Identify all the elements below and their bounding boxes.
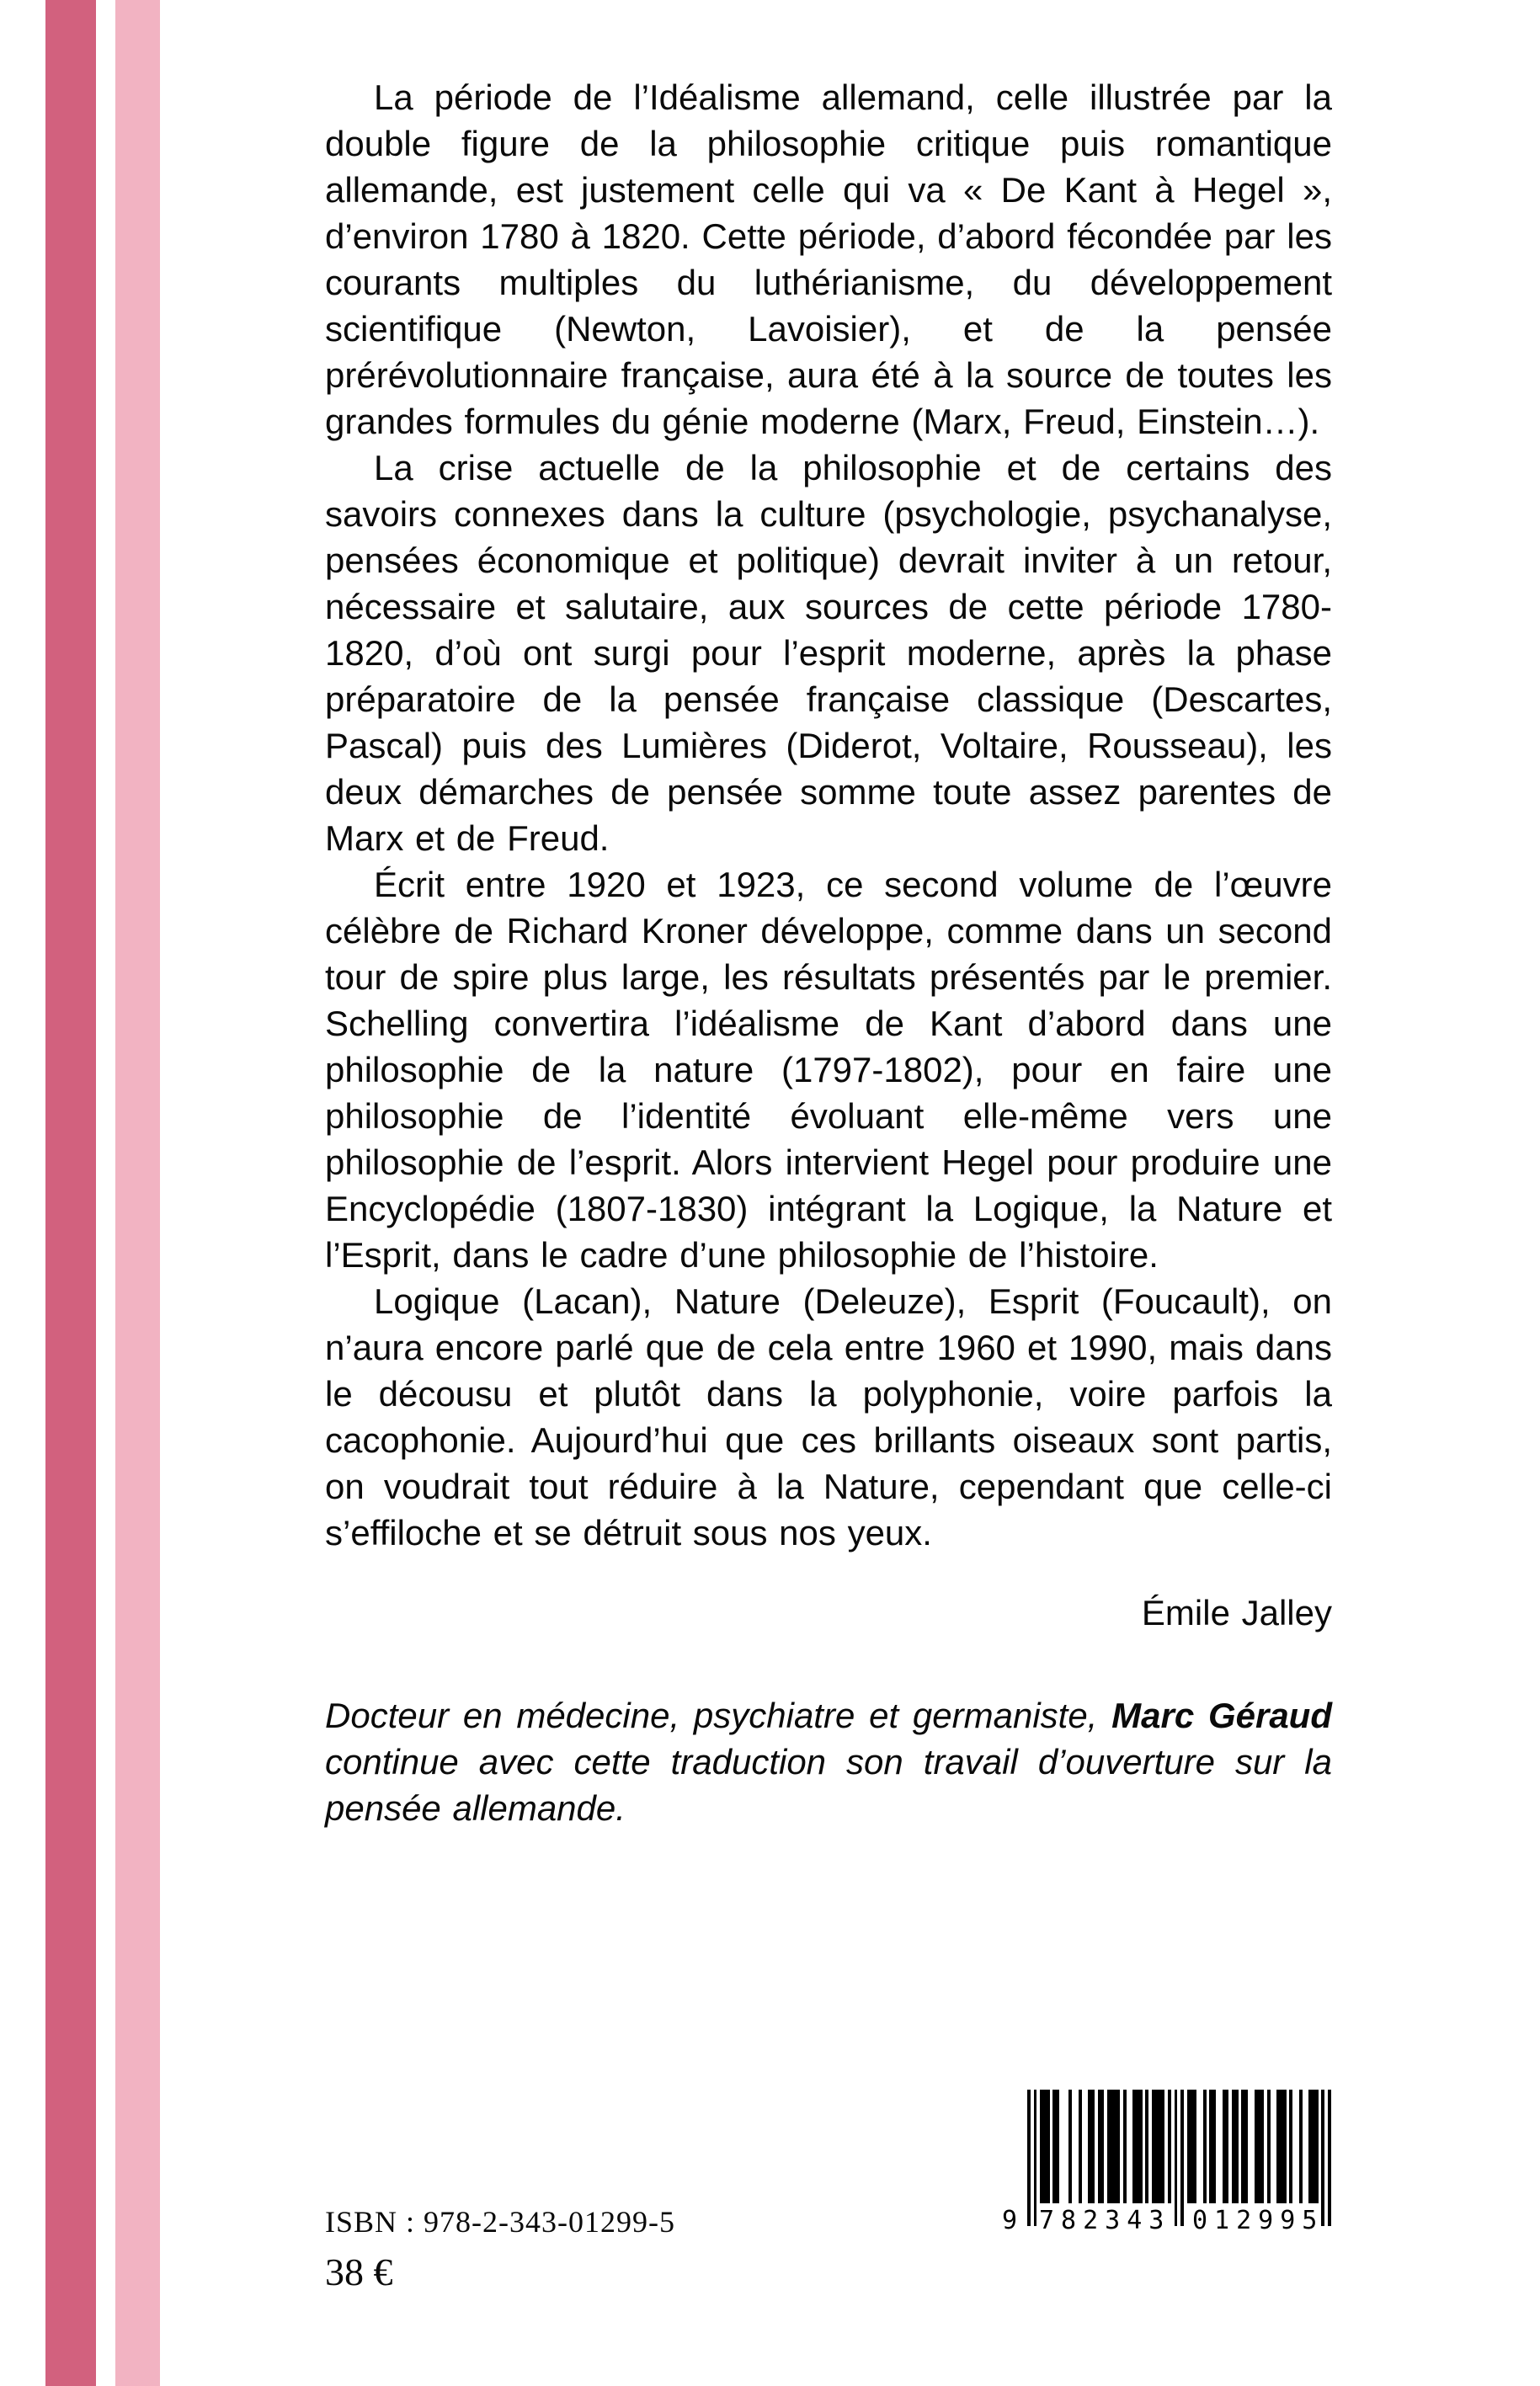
paragraph-1: La période de l’Idéalisme allemand, celle illustrée par la double figure de la philosophie critique puis romantique allemande, est justement celle qui va « De Kant à Hegel », d’environ 1780 à 1820. Cette période, d’abord fécondée par les courants multiples du luthérianisme, du développement scientifique (Newton, Lavoisier), et de la pensée prérévolutionnaire française, aura été à la source de toutes les grandes formules du génie moderne (Marx, Freud, Einstein…). [325, 77, 1332, 441]
spine-stripe-light [115, 0, 160, 2386]
barcode-digits-right-group: 012995 [1192, 2206, 1324, 2235]
price-text: 38 € [325, 2250, 393, 2293]
barcode-digit-first: 9 [1002, 2206, 1018, 2235]
paragraph-2: La crise actuelle de la philosophie et de certains des savoirs connexes dans la culture (psychologie, psychanalyse, pensées économique et politique) devrait inviter à un retour, nécessaire et salutaire, aux sources de cette période 1780-1820, d’où ont surgi pour l’esprit moderne, après la phase préparatoire de la pensée française classique (Descartes, Pascal) puis des Lumières (Diderot, Voltaire, Rousseau), les deux démarches de pensée somme toute assez parentes de Marx et de Freud. [325, 448, 1332, 858]
back-cover-text [325, 74, 1332, 1831]
bio-translator-name: Marc Géraud [1111, 1696, 1332, 1735]
translator-bio [325, 1692, 1332, 1831]
author-signature: Émile Jalley [1141, 1593, 1332, 1632]
bio-text-end: continue avec cette traduction son travail d’ouverture sur la pensée allemande. [325, 1742, 1332, 1828]
isbn-text: ISBN : 978-2-343-01299-5 [325, 2205, 675, 2239]
paragraph-3: Écrit entre 1920 et 1923, ce second volume de l’œuvre célèbre de Richard Kroner développe, comme dans un second tour de spire plus large, les résultats présentés par le premier. Schelling convertira l’idéalisme de Kant d’abord dans une philosophie de la nature (1797-1802), pour en faire une philosophie de l’identité évoluant elle-même vers une philosophie de l’esprit. Alors intervient Hegel pour produire une Encyclopédie (1807-1830) intégrant la Logique, la Nature et l’Esprit, dans le cadre d’une philosophie de l’histoire. [325, 865, 1332, 1275]
barcode-digits-left-group: 782343 [1039, 2206, 1171, 2235]
paragraph-4: Logique (Lacan), Nature (Deleuze), Esprit (Foucault), on n’aura encore parlé que de cela entre 1960 et 1990, mais dans le décousu et plutôt dans la polyphonie, voire parfois la cacophonie. Aujourd’hui que ces brillants oiseaux sont partis, on voudrait tout réduire à la Nature, cependant que celle-ci s’effiloche et se détruit sous nos yeux. [325, 1281, 1332, 1552]
bio-text-start: Docteur en médecine, psychiatre et germaniste, [325, 1696, 1112, 1735]
barcode [1002, 2090, 1331, 2258]
spine-stripe-dark [45, 0, 96, 2386]
